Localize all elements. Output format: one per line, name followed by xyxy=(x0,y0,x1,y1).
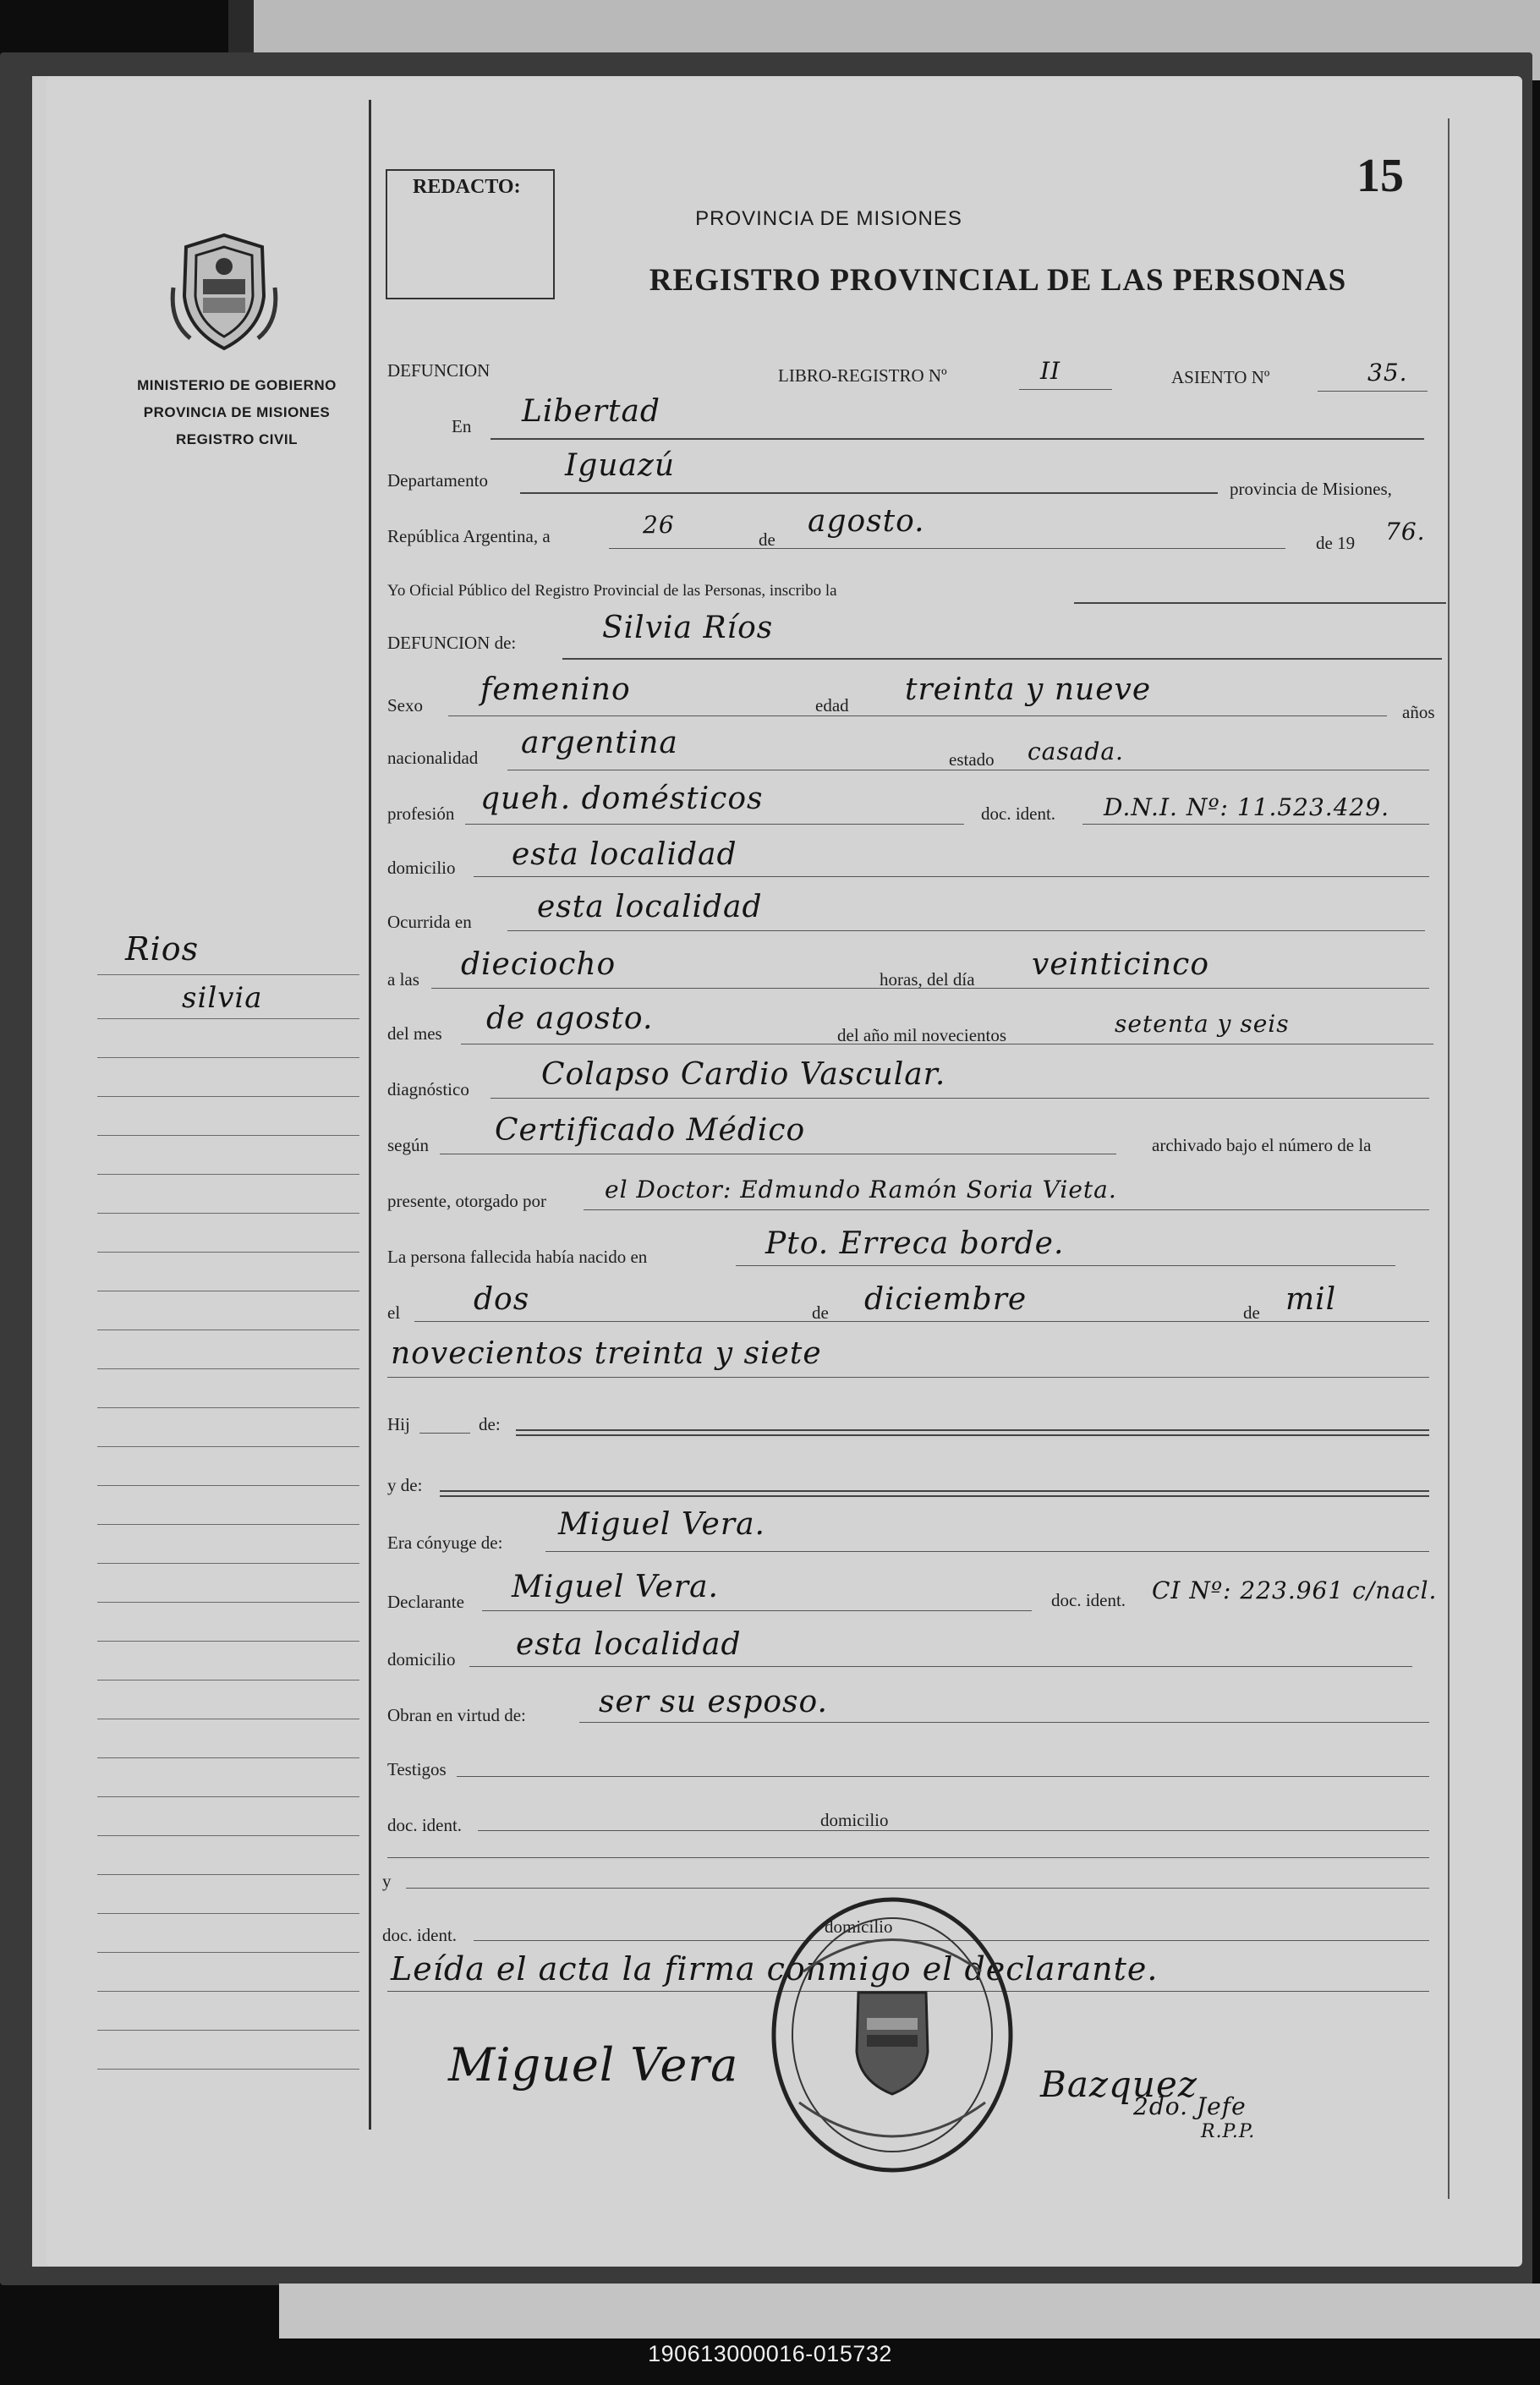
doc-ident-rule xyxy=(1082,824,1429,825)
nac-rule xyxy=(414,1321,1429,1322)
libro-label: LIBRO-REGISTRO Nº xyxy=(778,365,947,386)
margin-rule xyxy=(97,1096,359,1097)
sexo-label: Sexo xyxy=(387,695,423,716)
en-label: En xyxy=(452,416,472,436)
margin-rule xyxy=(97,1835,359,1836)
nacido-label: La persona fallecida había nacido en xyxy=(387,1247,648,1267)
ano-value: setenta y seis xyxy=(1115,1010,1290,1038)
presente-label: presente, otorgado por xyxy=(387,1191,546,1211)
obran-value: ser su esposo. xyxy=(599,1685,828,1719)
nac-de2-label: de xyxy=(1243,1302,1260,1323)
fecha-mes: agosto. xyxy=(808,504,925,539)
testigos-rule xyxy=(457,1776,1429,1777)
margin-rule xyxy=(97,1563,359,1564)
record-type-label: DEFUNCION xyxy=(387,360,490,381)
nacionalidad-value: argentina xyxy=(521,726,678,760)
official-org: R.P.P. xyxy=(1201,2121,1256,2142)
en-rule xyxy=(490,438,1424,440)
asiento-value: 35. xyxy=(1367,359,1408,387)
defuncion-de-rule xyxy=(562,658,1442,660)
right-column-border xyxy=(1448,118,1450,2199)
ministry-line-2: PROVINCIA DE MISIONES xyxy=(143,404,331,420)
ano-label: del año mil novecientos xyxy=(837,1025,1007,1045)
margin-rule xyxy=(97,1524,359,1525)
nac-mes: diciembre xyxy=(864,1282,1028,1317)
nac-dia: dos xyxy=(474,1282,530,1317)
y-de-label: y de: xyxy=(387,1475,423,1495)
year-prefix: de 19 xyxy=(1316,533,1356,553)
horas-label: horas, del día xyxy=(880,969,975,990)
departamento-rule xyxy=(520,492,1218,494)
margin-rule xyxy=(97,1368,359,1369)
mes-value: de agosto. xyxy=(486,1001,654,1036)
margin-rule xyxy=(97,1057,359,1058)
diagnostico-rule xyxy=(490,1098,1429,1099)
sexo-value: femenino xyxy=(480,672,631,707)
profesion-rule xyxy=(465,824,964,825)
domicilio4-label: domicilio xyxy=(825,1916,893,1937)
el-label: el xyxy=(387,1302,401,1323)
margin-rule xyxy=(97,1485,359,1486)
domicilio-value: esta localidad xyxy=(512,837,737,872)
departamento-value: Iguazú xyxy=(565,448,676,483)
declarante-label: Declarante xyxy=(387,1592,464,1612)
margin-rule xyxy=(97,1446,359,1447)
segun-label: según xyxy=(387,1135,429,1155)
obran-rule xyxy=(579,1722,1429,1723)
margin-rule xyxy=(97,1213,359,1214)
official-signature: Bazquez xyxy=(1040,2064,1197,2105)
declarante-doc-label: doc. ident. xyxy=(1051,1590,1126,1610)
margin-rule xyxy=(97,1874,359,1875)
declarante-doc-value: CI Nº: 223.961 c/nacl. xyxy=(1152,1576,1438,1604)
defuncion-de-label: DEFUNCION de: xyxy=(387,633,517,653)
testigos-label: Testigos xyxy=(387,1759,447,1779)
doc-ident-value: D.N.I. Nº: 11.523.429. xyxy=(1104,793,1390,821)
fecha-rule xyxy=(609,548,1285,549)
defuncion-de-value: Silvia Ríos xyxy=(602,611,774,645)
page-edge-bottom xyxy=(279,2284,1540,2338)
obran-label: Obran en virtud de: xyxy=(387,1705,526,1725)
departamento-label: Departamento xyxy=(387,470,488,491)
y-label: y xyxy=(382,1871,392,1891)
domicilio2-value: esta localidad xyxy=(516,1627,742,1662)
margin-rule xyxy=(97,2069,359,2070)
edad-label: edad xyxy=(815,695,849,716)
margin-rule xyxy=(97,1641,359,1642)
margin-rule xyxy=(97,1018,359,1019)
registry-heading: REGISTRO PROVINCIAL DE LAS PERSONAS xyxy=(649,263,1347,298)
document-id: 190613000016-015732 xyxy=(648,2341,892,2366)
ministry-block xyxy=(114,372,359,453)
hij-de-label: de: xyxy=(479,1414,501,1434)
margin-given-name: silvia xyxy=(182,981,263,1015)
republica-label: República Argentina, a xyxy=(387,526,551,546)
nac-ano-rule xyxy=(387,1377,1429,1378)
nacionalidad-label: nacionalidad xyxy=(387,748,479,768)
official-stamp-icon xyxy=(765,1891,1019,2179)
dia-value: veinticinco xyxy=(1032,947,1210,982)
margin-rule xyxy=(97,1174,359,1175)
ocurrida-value: esta localidad xyxy=(537,890,763,924)
hij-rule-2 xyxy=(516,1434,1429,1436)
diagnostico-label: diagnóstico xyxy=(387,1079,469,1099)
margin-rule xyxy=(97,1602,359,1603)
domicilio-rule xyxy=(474,876,1429,877)
estado-label: estado xyxy=(949,749,995,770)
presente-value: el Doctor: Edmundo Ramón Soria Vieta. xyxy=(605,1176,1117,1203)
margin-rule xyxy=(97,1991,359,1992)
declarante-value: Miguel Vera. xyxy=(512,1570,719,1604)
coat-of-arms-icon xyxy=(169,228,279,355)
doc-ident-label: doc. ident. xyxy=(981,803,1056,824)
asiento-label: ASIENTO Nº xyxy=(1171,367,1270,387)
hij-short-rule xyxy=(419,1433,470,1434)
margin-rule xyxy=(97,1796,359,1797)
y-de-rule-2 xyxy=(440,1495,1429,1497)
archivado-label: archivado bajo el número de la xyxy=(1152,1135,1372,1155)
del-mes-label: del mes xyxy=(387,1023,442,1044)
conyuge-rule xyxy=(545,1551,1429,1552)
nac-mil: mil xyxy=(1285,1282,1337,1317)
a-las-label: a las xyxy=(387,969,419,990)
margin-rule xyxy=(97,1757,359,1758)
margin-rule xyxy=(97,1952,359,1953)
y-de-rule xyxy=(440,1490,1429,1492)
ocurrida-rule xyxy=(507,930,1425,931)
year-suffix: 76. xyxy=(1385,518,1426,546)
doc-ident2-rule xyxy=(478,1830,1429,1831)
nacido-rule xyxy=(736,1265,1395,1266)
fecha-dia: 26 xyxy=(643,511,675,539)
doc-ident3-label: doc. ident. xyxy=(382,1925,458,1945)
profesion-label: profesión xyxy=(387,803,455,824)
libro-value: II xyxy=(1040,357,1061,385)
redacto-label: REDACTO: xyxy=(413,176,521,198)
profesion-value: queh. domésticos xyxy=(480,781,764,816)
libro-rule xyxy=(1019,389,1112,390)
ministry-line-3: REGISTRO CIVIL xyxy=(176,431,298,447)
nac-de-label: de xyxy=(812,1302,829,1323)
declarante-signature: Miguel Vera xyxy=(448,2038,739,2092)
nac-ano: novecientos treinta y siete xyxy=(391,1336,822,1371)
conyuge-value: Miguel Vera. xyxy=(558,1507,765,1542)
y-rule xyxy=(406,1888,1429,1889)
hij-label: Hij xyxy=(387,1414,410,1434)
margin-rule xyxy=(97,1407,359,1408)
margin-rule xyxy=(97,2030,359,2031)
province-heading: PROVINCIA DE MISIONES xyxy=(695,207,962,230)
a-las-rule xyxy=(431,988,1429,989)
blank-rule xyxy=(387,1857,1429,1858)
margin-rule xyxy=(97,1913,359,1914)
a-las-value: dieciocho xyxy=(461,947,617,982)
domicilio2-rule xyxy=(469,1666,1412,1667)
domicilio2-label: domicilio xyxy=(387,1649,456,1670)
margin-rule xyxy=(97,1252,359,1253)
fecha-de-label: de xyxy=(759,529,775,550)
asiento-rule xyxy=(1318,391,1428,392)
estado-value: casada. xyxy=(1028,737,1124,765)
domicilio-label: domicilio xyxy=(387,858,456,878)
doc-ident2-label: doc. ident. xyxy=(387,1815,463,1835)
official-title: 2do. Jefe xyxy=(1133,2092,1247,2120)
oficial-rule xyxy=(1074,602,1446,604)
presente-rule xyxy=(584,1209,1429,1210)
en-value: Libertad xyxy=(522,394,660,429)
edad-value: treinta y nueve xyxy=(905,672,1152,707)
domicilio3-label: domicilio xyxy=(820,1810,889,1830)
diagnostico-value: Colapso Cardio Vascular. xyxy=(541,1057,946,1092)
anos-label: años xyxy=(1402,702,1435,722)
margin-rule xyxy=(97,974,359,975)
closing-statement: Leída el acta la firma conmigo el declarante. xyxy=(391,1950,1159,1988)
page-number: 15 xyxy=(1356,150,1404,202)
ministry-line-1: MINISTERIO DE GOBIERNO xyxy=(137,377,337,393)
nacido-value: Pto. Erreca borde. xyxy=(765,1226,1065,1261)
ocurrida-label: Ocurrida en xyxy=(387,912,472,932)
margin-rule xyxy=(97,1135,359,1136)
declarante-rule xyxy=(482,1610,1032,1611)
segun-value: Certificado Médico xyxy=(495,1113,806,1148)
provincia-suffix: provincia de Misiones, xyxy=(1230,479,1392,499)
margin-surname: Rios xyxy=(125,930,200,968)
left-column-border xyxy=(369,100,371,2130)
oficial-text: Yo Oficial Público del Registro Provincial de las Personas, inscribo la xyxy=(387,582,837,600)
conyuge-label: Era cónyuge de: xyxy=(387,1532,503,1553)
hij-rule xyxy=(516,1429,1429,1431)
